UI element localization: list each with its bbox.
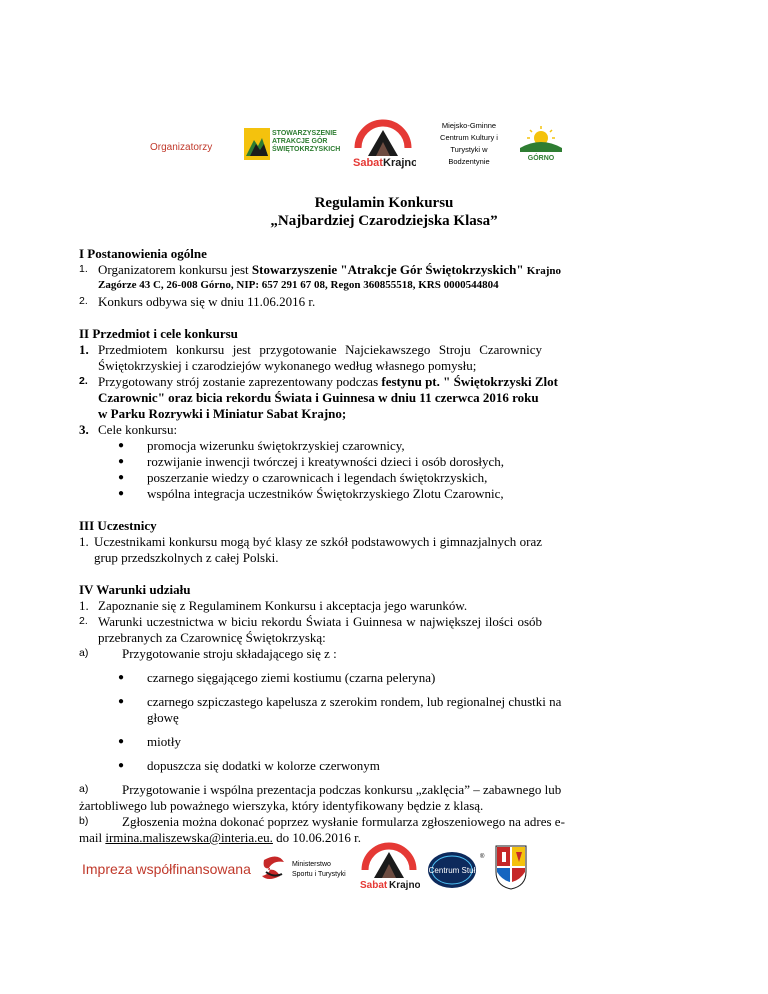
logo-line: ŚWIĘTOKRZYSKICH xyxy=(272,146,341,153)
paragraph-line: Przygotowanie stroju składającego się z : xyxy=(122,646,337,661)
paragraph-line xyxy=(98,374,558,390)
bullet-icon: ● xyxy=(118,672,125,683)
krajno-word: Krajno xyxy=(383,157,416,169)
centrum-logo xyxy=(422,848,486,890)
list-item: czarnego szpiczastego kapelusza z szerokim rondem, lub regionalnej chustki na xyxy=(147,694,562,709)
bullet-icon: ● xyxy=(118,736,125,747)
paragraph-line xyxy=(79,830,361,846)
gorno-logo xyxy=(518,124,564,162)
stowarzyszenie-logo-text xyxy=(272,130,340,154)
ministry-logo xyxy=(258,852,358,892)
ministry-emblem-icon xyxy=(258,852,288,888)
sabat-word: Sabat xyxy=(353,157,383,169)
cofinanced-label: Impreza współfinansowana xyxy=(82,861,251,877)
list-item: dopuszcza się dodatki w kolorze czerwonym xyxy=(147,758,380,773)
paragraph-line: Świętokrzyskiej i czarodziejów wykonanego według własnego pomysłu; xyxy=(98,358,477,373)
list-item: poszerzanie wiedzy o czarownicach i legendach świętokrzyskich, xyxy=(147,470,488,485)
center-line: Bodzentynie xyxy=(448,157,490,166)
center-line: Turystyki w xyxy=(450,145,488,154)
item-letter: a) xyxy=(79,783,89,795)
centrum-text: Centrum Stuł xyxy=(428,866,476,875)
paragraph-line: Zgłoszenia można dokonać poprzez wysłanie formularza zgłoszeniowego na adres e- xyxy=(122,814,565,829)
logo-line: STOWARZYSZENIE xyxy=(272,130,337,137)
centrum-kultury-text xyxy=(424,120,514,168)
paragraph-line: Uczestnikami konkursu mogą być klasy ze szkół podstawowych i gimnazjalnych oraz xyxy=(94,534,542,549)
coat-of-arms-icon xyxy=(494,842,528,890)
bullet-icon: ● xyxy=(118,440,125,451)
bullet-icon: ● xyxy=(118,488,125,499)
text: Organizatorem konkursu jest xyxy=(98,262,249,277)
list-item: miotły xyxy=(147,734,181,749)
document-subtitle: „Najbardziej Czarodziejska Klasa” xyxy=(270,213,498,229)
center-line: Miejsko-Gminne xyxy=(441,121,497,130)
text: Krajno xyxy=(526,265,562,277)
bold-text: Stowarzyszenie "Atrakcje Gór Świętokrzyskich" xyxy=(251,262,524,277)
list-item: promocja wizerunku świętokrzyskiej czarownicy, xyxy=(147,438,405,453)
document-title: Regulamin Konkursu xyxy=(314,195,454,211)
sabat-krajno-logo xyxy=(350,118,416,170)
sabat-word: Sabat xyxy=(360,880,388,891)
paragraph-line: Czarownic" oraz bicia rekordu Świata i Guinnesa w dniu 11 czerwca 2016 roku xyxy=(98,390,539,405)
item-number: 2. xyxy=(79,615,88,627)
ministry-text xyxy=(292,860,346,880)
paragraph-line: przebranych za Czarownicę Świętokrzyską: xyxy=(98,630,326,645)
list-item: rozwijanie inwencji twórczej i kreatywności dzieci i osób dorosłych, xyxy=(147,454,505,469)
item-letter: a) xyxy=(79,647,89,659)
logo-line: ATRAKCJE GÓR xyxy=(272,138,328,145)
paragraph-line xyxy=(98,262,561,280)
mountain-icon xyxy=(244,128,270,160)
text: do 10.06.2016 r. xyxy=(276,830,362,845)
center-line: Centrum Kultury i xyxy=(440,133,498,142)
organizers-label: Organizatorzy xyxy=(150,142,213,153)
text: Przygotowany strój zostanie zaprezentowany podczas xyxy=(98,374,379,389)
paragraph-line: grup przedszkolnych z całej Polski. xyxy=(94,550,279,565)
list-item: wspólna integracja uczestników Świętokrzyskiego Zlotu Czarownic, xyxy=(147,486,504,501)
item-number: 2. xyxy=(79,375,88,387)
ministry-line: Sportu i Turystyki xyxy=(292,871,346,878)
paragraph-line: Cele konkursu: xyxy=(98,422,178,437)
list-item: czarnego sięgającego ziemi kostiumu (czarna peleryna) xyxy=(147,670,436,685)
item-number: 2. xyxy=(79,295,88,307)
sabat-krajno-logo-footer xyxy=(358,842,420,892)
section-heading: II Przedmiot i cele konkursu xyxy=(79,326,238,341)
bold-text: festynu pt. " Świętokrzyski Zlot xyxy=(381,374,558,389)
krajno-word: Krajno xyxy=(389,880,420,891)
bullet-icon: ● xyxy=(118,456,125,467)
item-number: 1. xyxy=(79,263,88,275)
paragraph-line: Konkurs odbywa się w dniu 11.06.2016 r. xyxy=(98,294,316,309)
section-heading: I Postanowienia ogólne xyxy=(79,246,207,261)
item-number: 1. xyxy=(79,534,89,549)
paragraph-line: Zagórze 43 C, 26-008 Górno, NIP: 657 291 67 08, Regon 360855518, KRS 0000544804 xyxy=(98,279,499,291)
paragraph-line: Warunki uczestnictwa w biciu rekordu Świata i Guinnesa w największej ilości osób xyxy=(98,614,542,629)
paragraph-line: Przedmiotem konkursu jest przygotowanie Najciekawszego Stroju Czarownicy xyxy=(98,342,542,357)
item-number: 1. xyxy=(79,342,89,357)
item-letter: b) xyxy=(79,815,89,827)
email-link[interactable]: irmina.maliszewska@interia.eu. xyxy=(105,830,273,845)
section-heading: IV Warunki udziału xyxy=(79,582,191,597)
ministry-line: Ministerstwo xyxy=(292,861,331,868)
paragraph-line: Zapoznanie się z Regulaminem Konkursu i akceptacja jego warunków. xyxy=(98,598,468,613)
gorno-word: GÓRNO xyxy=(527,155,555,162)
svg-text:®: ® xyxy=(480,854,485,860)
item-number: 1. xyxy=(79,598,89,613)
bullet-icon: ● xyxy=(118,760,125,771)
bullet-icon: ● xyxy=(118,696,125,707)
paragraph-line: żartobliwego lub poważnego wierszyka, który identyfikowany będzie z klasą. xyxy=(79,798,484,813)
bullet-icon: ● xyxy=(118,472,125,483)
paragraph-line: w Parku Rozrywki i Miniatur Sabat Krajno; xyxy=(98,406,347,421)
section-heading: III Uczestnicy xyxy=(79,518,157,533)
coat-of-arms-logo xyxy=(494,842,528,890)
list-item: głowę xyxy=(147,710,179,725)
text: mail xyxy=(79,830,103,845)
item-number: 3. xyxy=(79,422,89,437)
paragraph-line: Przygotowanie i wspólna prezentacja podczas konkursu „zaklęcia” – zabawnego lub xyxy=(122,782,562,797)
